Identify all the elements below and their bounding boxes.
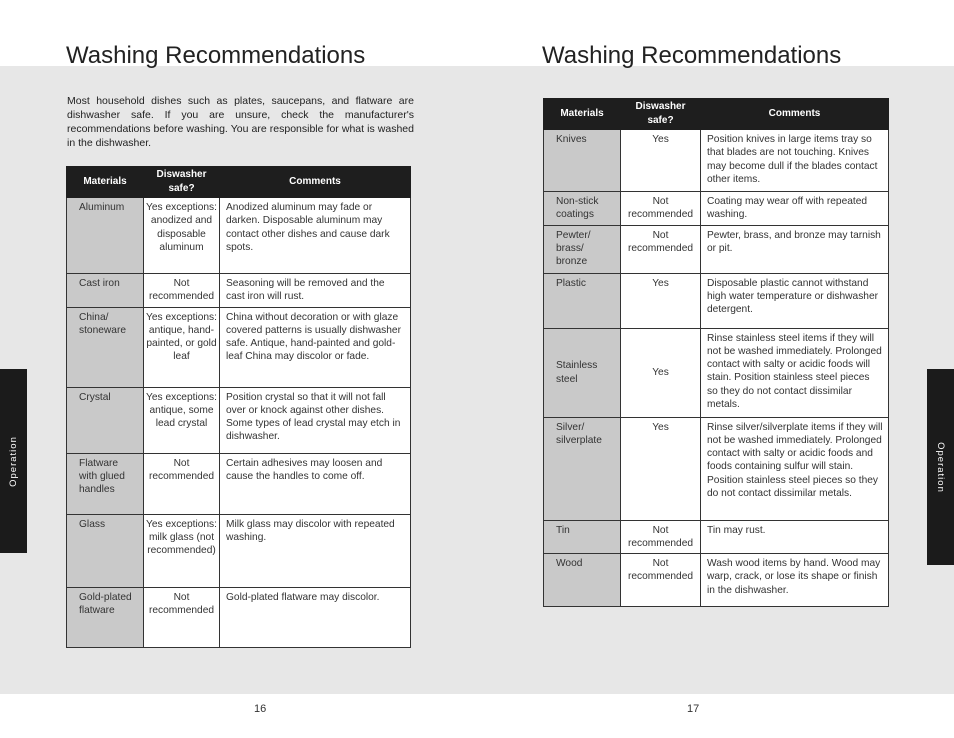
material-cell: Glass — [67, 514, 144, 587]
table-header-row — [544, 99, 889, 130]
table-row — [67, 307, 411, 387]
safe-cell: Not recommended — [144, 453, 220, 514]
material-cell: Knives — [544, 130, 621, 192]
left-washing-table — [66, 166, 411, 648]
comment-cell: Tin may rust. — [701, 520, 889, 554]
table-row — [544, 273, 889, 328]
comment-cell: Rinse silver/silverplate items if they will not be washed immediately. Prolonged contact with salty or acidic foods and foods containing sulfur will stain. Position stainless steel pieces so they do not contact dissimilar metals. — [701, 417, 889, 520]
table-row — [67, 274, 411, 308]
material-cell: China/ stoneware — [67, 307, 144, 387]
table-row — [544, 192, 889, 226]
header-materials: Materials — [544, 99, 621, 130]
safe-cell: Not recommended — [144, 587, 220, 647]
header-comments: Comments — [220, 167, 411, 198]
safe-cell: Yes exceptions: anodized and disposable aluminum — [144, 198, 220, 274]
material-cell: Non-stick coatings — [544, 192, 621, 226]
safe-cell: Yes — [621, 417, 701, 520]
comment-cell: Milk glass may discolor with repeated washing. — [220, 514, 411, 587]
table-row — [67, 453, 411, 514]
right-washing-table — [543, 98, 889, 607]
safe-cell: Yes exceptions: milk glass (not recommended) — [144, 514, 220, 587]
right-page-title: Washing Recommendations — [542, 42, 842, 69]
safe-cell: Yes exceptions: antique, some lead crystal — [144, 387, 220, 453]
intro-paragraph: Most household dishes such as plates, saucepans, and flatware are dishwasher safe. If you are unsure, check the manufacturer's recommendations before washing. You are responsible for what is washed in the dishwasher. — [67, 95, 414, 149]
comment-cell: Position crystal so that it will not fall over or knock against other dishes. Some types of lead crystal may etch in dishwasher. — [220, 387, 411, 453]
table-row — [544, 554, 889, 607]
table-row — [67, 387, 411, 453]
safe-cell: Yes — [621, 273, 701, 328]
header-dishwasher-safe: Diswasher safe? — [621, 99, 701, 130]
safe-cell: Yes exceptions: antique, hand-painted, or gold leaf — [144, 307, 220, 387]
comment-cell: Rinse stainless steel items if they will not be washed immediately. Prolonged contact with salty or acidic foods will stain. Position stainless steel pieces so they do not contact dissimilar metals. — [701, 328, 889, 417]
material-cell: Stainless steel — [544, 328, 621, 417]
header-comments: Comments — [701, 99, 889, 130]
table-row — [544, 328, 889, 417]
table-row — [67, 514, 411, 587]
safe-cell: Not recommended — [144, 274, 220, 308]
table-row — [544, 520, 889, 554]
safe-cell: Not recommended — [621, 192, 701, 226]
material-cell: Pewter/ brass/ bronze — [544, 225, 621, 273]
material-cell: Gold-plated flatware — [67, 587, 144, 647]
comment-cell: Certain adhesives may loosen and cause the handles to come off. — [220, 453, 411, 514]
comment-cell: Disposable plastic cannot withstand high water temperature or dishwasher detergent. — [701, 273, 889, 328]
header-materials: Materials — [67, 167, 144, 198]
comment-cell: Coating may wear off with repeated washing. — [701, 192, 889, 226]
table-row — [544, 417, 889, 520]
comment-cell: Seasoning will be removed and the cast iron will rust. — [220, 274, 411, 308]
left-side-tab — [0, 369, 27, 553]
comment-cell: Position knives in large items tray so that blades are not touching. Knives may become dull if the blades contact other items. — [701, 130, 889, 192]
table-row — [544, 130, 889, 192]
right-side-tab — [927, 369, 954, 565]
material-cell: Cast iron — [67, 274, 144, 308]
material-cell: Silver/ silverplate — [544, 417, 621, 520]
material-cell: Tin — [544, 520, 621, 554]
side-tab-label: Operation — [8, 435, 20, 487]
material-cell: Wood — [544, 554, 621, 607]
comment-cell: Gold-plated flatware may discolor. — [220, 587, 411, 647]
table-header-row — [67, 167, 411, 198]
safe-cell: Yes — [621, 130, 701, 192]
table-row — [67, 198, 411, 274]
safe-cell: Not recommended — [621, 225, 701, 273]
side-tab-label: Operation — [935, 441, 947, 493]
comment-cell: China without decoration or with glaze covered patterns is usually dishwasher safe. Antique, hand-painted and gold-leaf China may discolor or fade. — [220, 307, 411, 387]
table-row — [544, 225, 889, 273]
left-page-title: Washing Recommendations — [66, 42, 366, 69]
material-cell: Flatware with glued handles — [67, 453, 144, 514]
header-dishwasher-safe: Diswasher safe? — [144, 167, 220, 198]
material-cell: Plastic — [544, 273, 621, 328]
material-cell: Aluminum — [67, 198, 144, 274]
table-row — [67, 587, 411, 647]
material-cell: Crystal — [67, 387, 144, 453]
safe-cell: Not recommended — [621, 554, 701, 607]
comment-cell: Wash wood items by hand. Wood may warp, crack, or lose its shape or finish in the dishwasher. — [701, 554, 889, 607]
comment-cell: Pewter, brass, and bronze may tarnish or pit. — [701, 225, 889, 273]
safe-cell: Not recommended — [621, 520, 701, 554]
right-page-number: 17 — [687, 703, 700, 715]
left-page-number: 16 — [254, 703, 267, 715]
safe-cell: Yes — [621, 328, 701, 417]
comment-cell: Anodized aluminum may fade or darken. Disposable aluminum may contact other dishes and cause dark spots. — [220, 198, 411, 274]
